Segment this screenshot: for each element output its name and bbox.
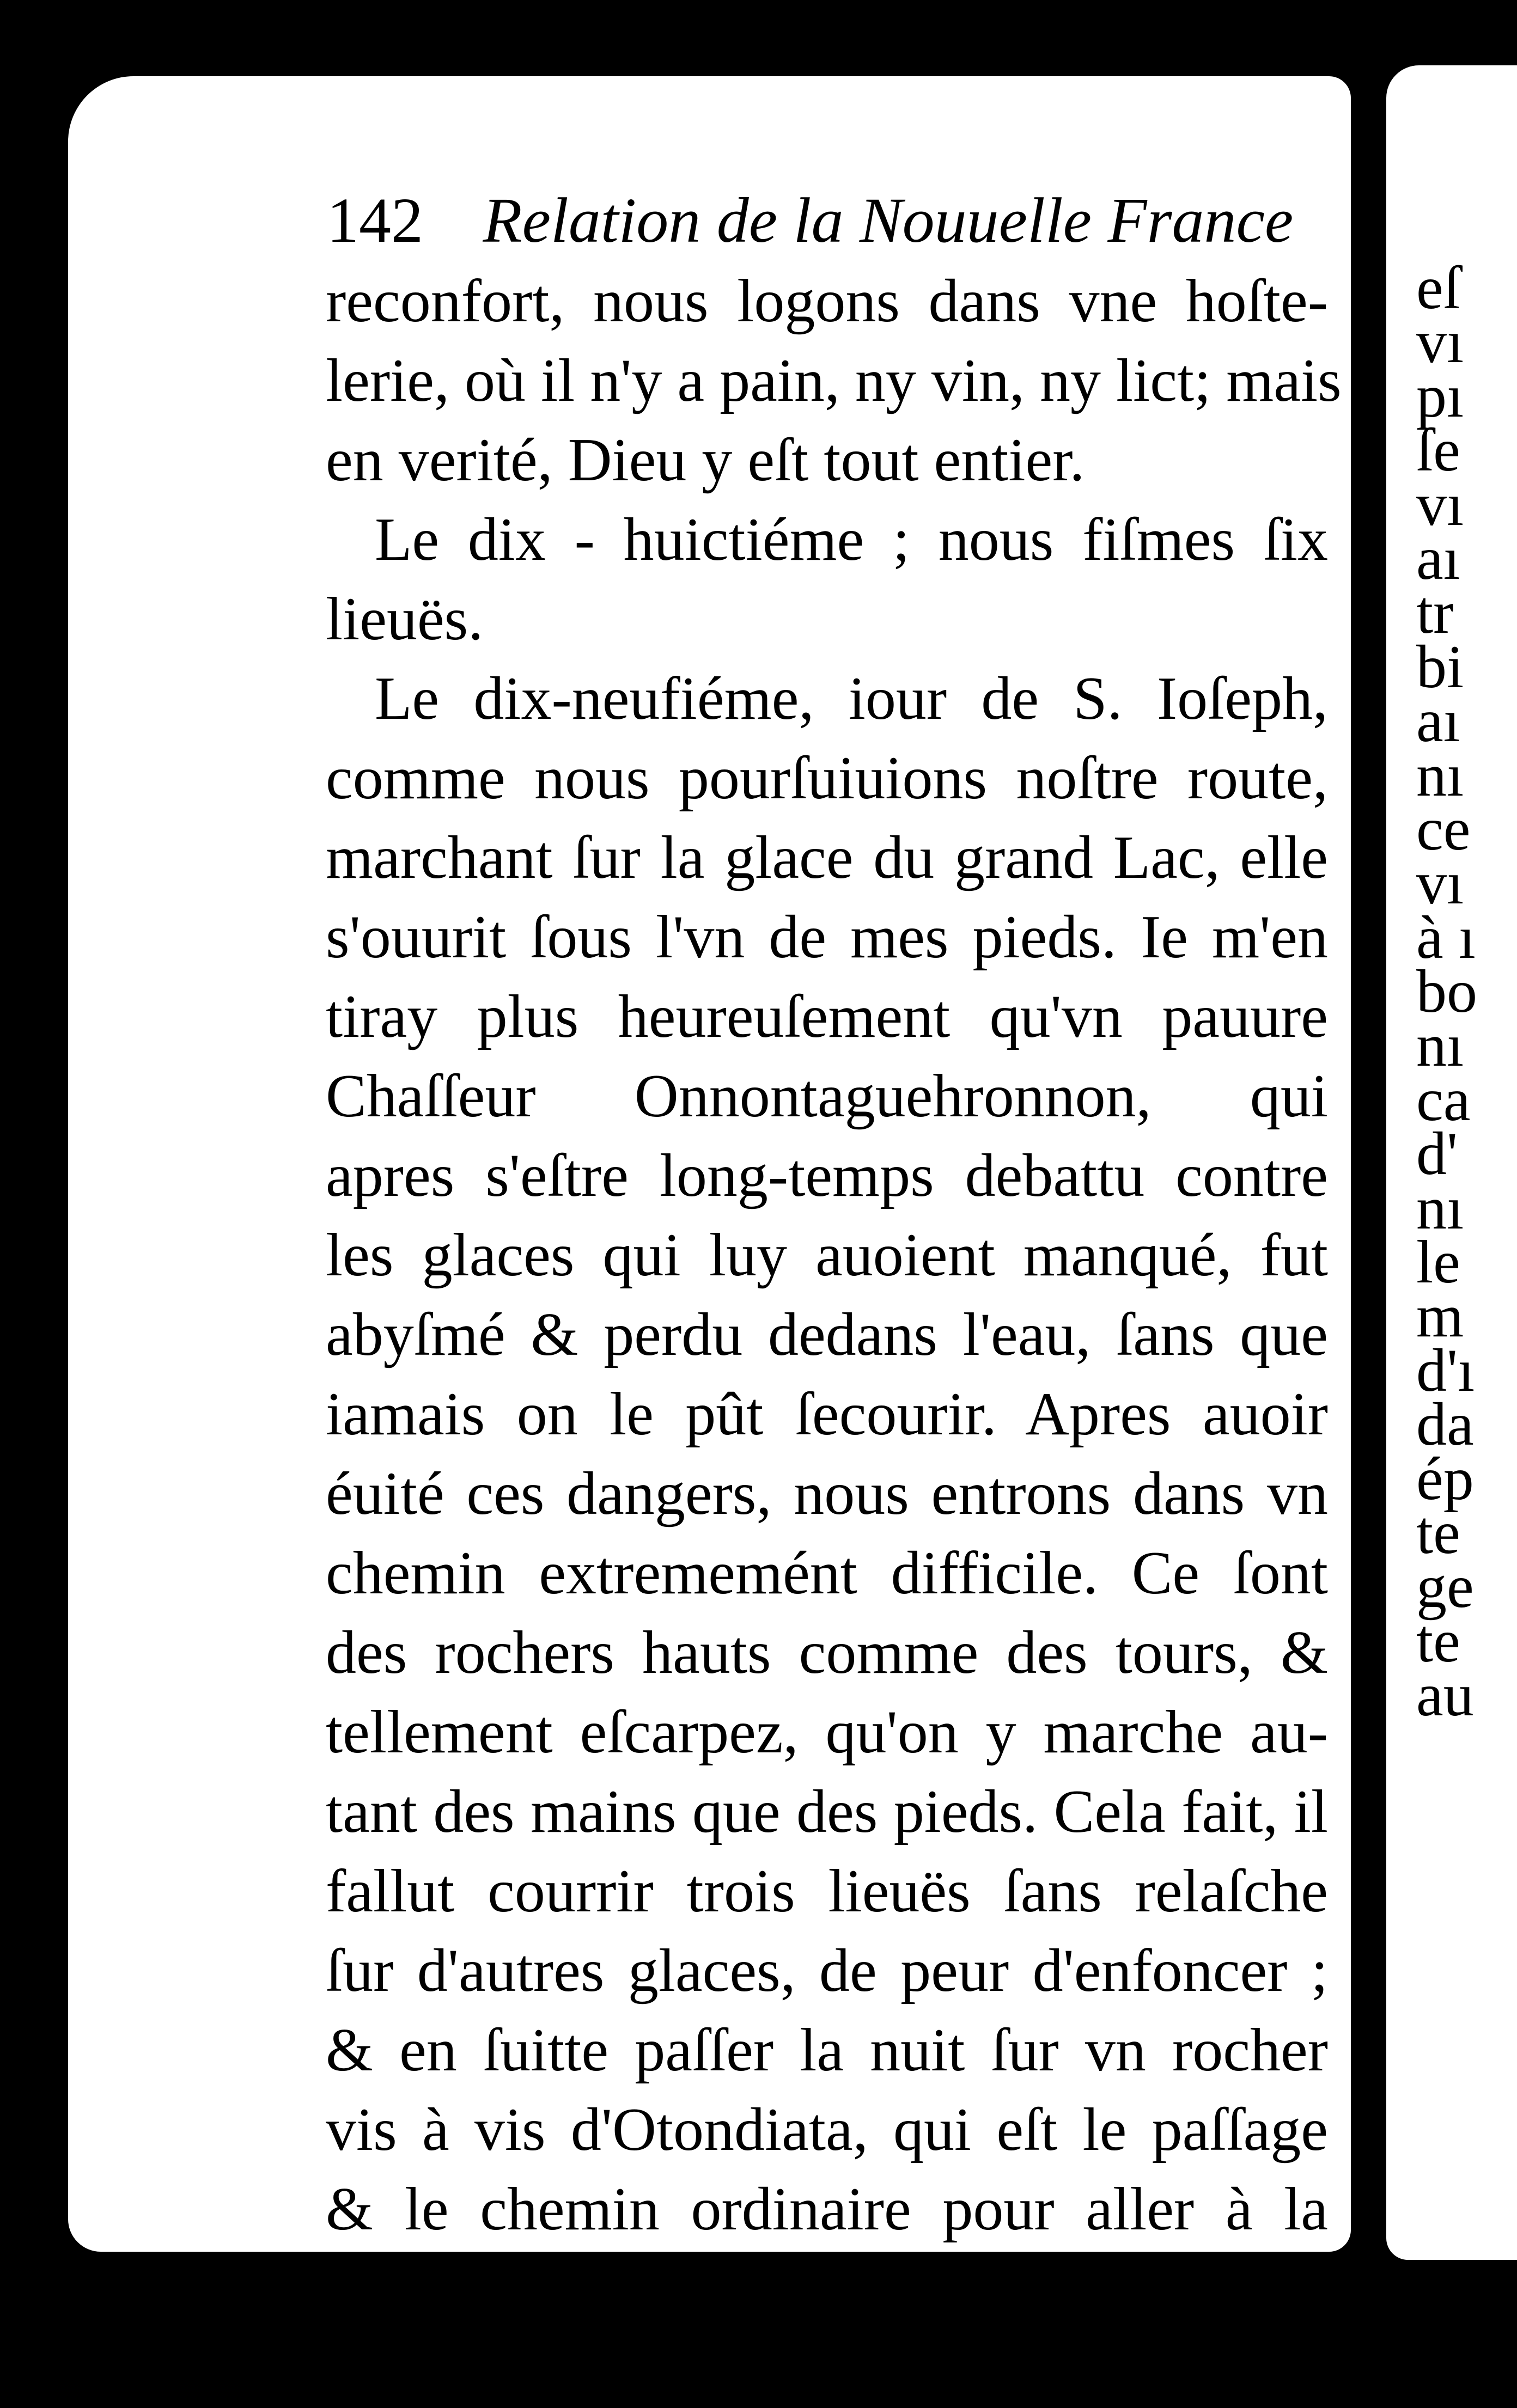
text-line: & en ſuitte paſſer la nuit ſur vn rocher [326, 2016, 1328, 2084]
facing-line-fragment: te [1416, 1499, 1460, 1567]
facing-line-fragment: eſ [1416, 254, 1460, 322]
text-line: chemin extrememént difficile. Ce ſont [326, 1539, 1328, 1607]
facing-line-fragment: le [1416, 1229, 1460, 1297]
facing-line-fragment: pı [1416, 362, 1464, 430]
text-line: apres s'eſtre long-temps debattu contre [326, 1142, 1328, 1209]
text-line: marchant ſur la glace du grand Lac, elle [326, 824, 1328, 891]
facing-line-fragment: bi [1416, 633, 1464, 701]
text-line: Chaſſeur Onnontaguehronnon, qui [326, 1062, 1328, 1130]
facing-line-fragment: d' [1416, 1120, 1458, 1188]
facing-line-fragment: vı [1416, 308, 1464, 376]
facing-line-fragment: da [1416, 1391, 1474, 1459]
facing-line-fragment: ge [1416, 1553, 1474, 1621]
text-line: abyſmé & perdu dedans l'eau, ſans que [326, 1301, 1328, 1368]
text-line: ſur d'autres glaces, de peur d'enfoncer ; [326, 1937, 1328, 2004]
facing-line-fragment: ce [1416, 795, 1471, 863]
page-number: 142 [327, 185, 423, 256]
text-line: fallut courrir trois lieuës ſans relaſche [326, 1857, 1328, 1925]
facing-line-fragment: ca [1416, 1066, 1471, 1134]
facing-line-fragment: ép [1416, 1445, 1474, 1513]
text-line: éuité ces dangers, nous entrons dans vn [326, 1460, 1328, 1527]
facing-line-fragment: tr [1416, 579, 1454, 647]
facing-line-fragment: vı [1416, 470, 1464, 539]
text-line: & le chemin ordinaire pour aller à la [326, 2175, 1328, 2243]
text-line: tiray plus heureuſement qu'vn pauure [326, 983, 1328, 1050]
facing-line-fragment: aı [1416, 524, 1460, 592]
text-line: not pour trauerſer le Lac. Comme nous [326, 2334, 1328, 2402]
facing-line-fragment: au [1416, 1661, 1474, 1729]
text-line: Chaſſe des Caſtors. Nous fiſmes vn ca- [326, 2255, 1328, 2323]
facing-line-fragment: te [1416, 1607, 1460, 1675]
body-text [326, 261, 1342, 2408]
text-line: lerie, où il n'y a pain, ny vin, ny lict; mais [326, 347, 1342, 414]
facing-line-fragment: nı [1416, 741, 1464, 809]
running-title: Relation de la Nouuelle France [483, 185, 1294, 256]
text-line: iamais on le pût ſecourir. Apres auoir [326, 1380, 1328, 1448]
facing-line-fragment: aı [1416, 687, 1460, 755]
text-line: vis à vis d'Otondiata, qui eſt le paſſage [326, 2096, 1328, 2163]
running-head [327, 180, 1335, 261]
facing-line-fragment: m [1416, 1282, 1464, 1350]
text-line: Le dix - huictiéme ; nous fiſmes ſix [375, 506, 1328, 573]
facing-line-fragment: nı [1416, 1174, 1464, 1242]
facing-line-fragment: vı [1416, 849, 1464, 918]
text-line: tant des mains que des pieds. Cela fait, il [326, 1778, 1328, 1845]
text-line: tellement eſcarpez, qu'on y marche au- [326, 1698, 1328, 1766]
text-line: comme nous pourſuiuions noſtre route, [326, 744, 1328, 812]
text-line: en verité, Dieu y eſt tout entier. [326, 426, 1085, 494]
text-line: reconfort, nous logons dans vne hoſte- [326, 267, 1328, 335]
facing-page-text [1416, 254, 1477, 1729]
facing-line-fragment: nı [1416, 1012, 1464, 1080]
text-line: lieuës. [326, 585, 484, 653]
facing-line-fragment: ſe [1416, 417, 1460, 485]
text-line: les glaces qui luy auoient manqué, fut [326, 1221, 1328, 1289]
facing-line-fragment: à ı [1416, 903, 1476, 971]
facing-line-fragment: bo [1416, 958, 1477, 1026]
facing-line-fragment: d'ı [1416, 1336, 1475, 1404]
text-line: s'ouurit ſous l'vn de mes pieds. Ie m'en [326, 903, 1328, 971]
text-line: des rochers hauts comme des tours, & [326, 1619, 1328, 1686]
text-line: Le dix-neufiéme, iour de S. Ioſeph, [375, 665, 1328, 732]
